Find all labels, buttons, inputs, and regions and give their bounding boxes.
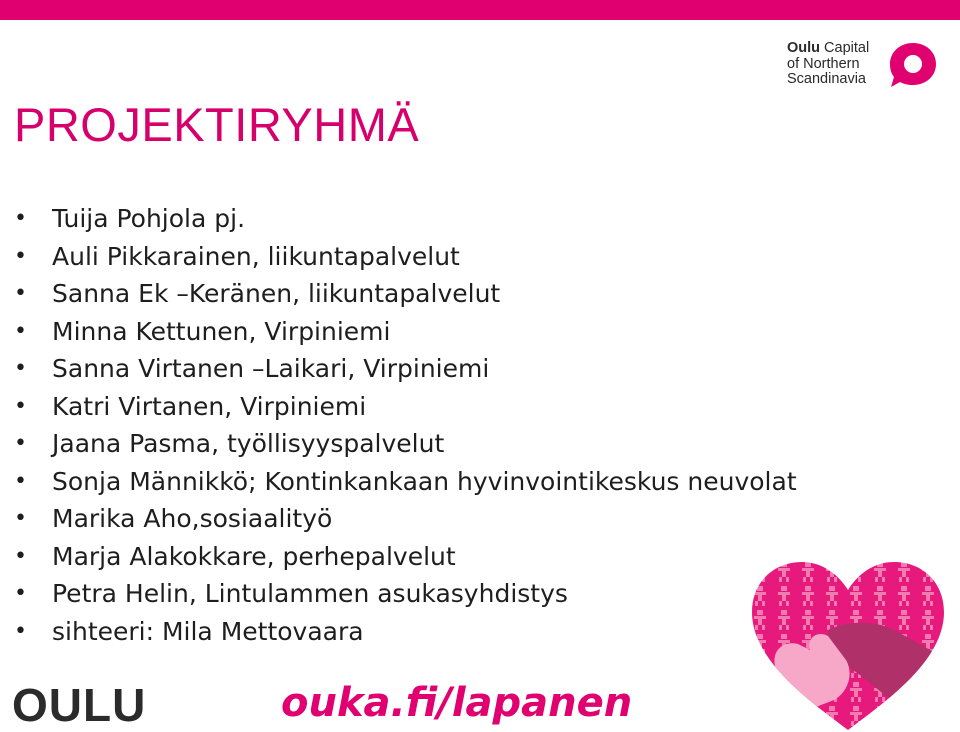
logo-line-2: of Northern xyxy=(787,55,860,72)
list-item: • Tuija Pohjola pj. xyxy=(14,204,246,233)
top-brand-bar xyxy=(0,0,960,20)
list-item: • Marika Aho,sosiaalityö xyxy=(14,504,333,533)
footer-url: ouka.fi/lapanen xyxy=(281,680,633,726)
list-item: • Sanna Ek –Keränen, liikuntapalvelut xyxy=(14,279,501,308)
logo-line-3: Scandinavia xyxy=(787,71,866,87)
list-item: • Auli Pikkarainen, liikuntapalvelut xyxy=(14,241,460,271)
list-item: • Minna Kettunen, Virpiniemi xyxy=(14,316,391,346)
list-item: • Sanna Virtanen –Laikari, Virpiniemi xyxy=(14,354,490,383)
oulu-logo: OULU xyxy=(12,679,147,731)
member-list xyxy=(14,200,797,650)
list-item: • sihteeri: Mila Mettovaara xyxy=(14,616,364,646)
list-item: • Petra Helin, Lintulammen asukasyhdistys xyxy=(14,579,568,608)
heart-mitten-illustration xyxy=(748,560,948,732)
list-item: • Marja Alakokkare, perhepalvelut xyxy=(14,541,456,571)
page-title: PROJEKTIRYHMÄ xyxy=(14,98,420,151)
list-item: • Jaana Pasma, työllisyyspalvelut xyxy=(14,429,445,458)
speech-bubble-icon xyxy=(888,41,938,89)
list-item: • Katri Virtanen, Virpiniemi xyxy=(14,391,367,421)
oulu-capital-logo xyxy=(787,41,947,91)
list-item: • Sonja Männikkö; Kontinkankaan hyvinvointikeskus neuvolat xyxy=(14,466,797,496)
logo-line-1: Oulu Capital xyxy=(787,40,870,56)
